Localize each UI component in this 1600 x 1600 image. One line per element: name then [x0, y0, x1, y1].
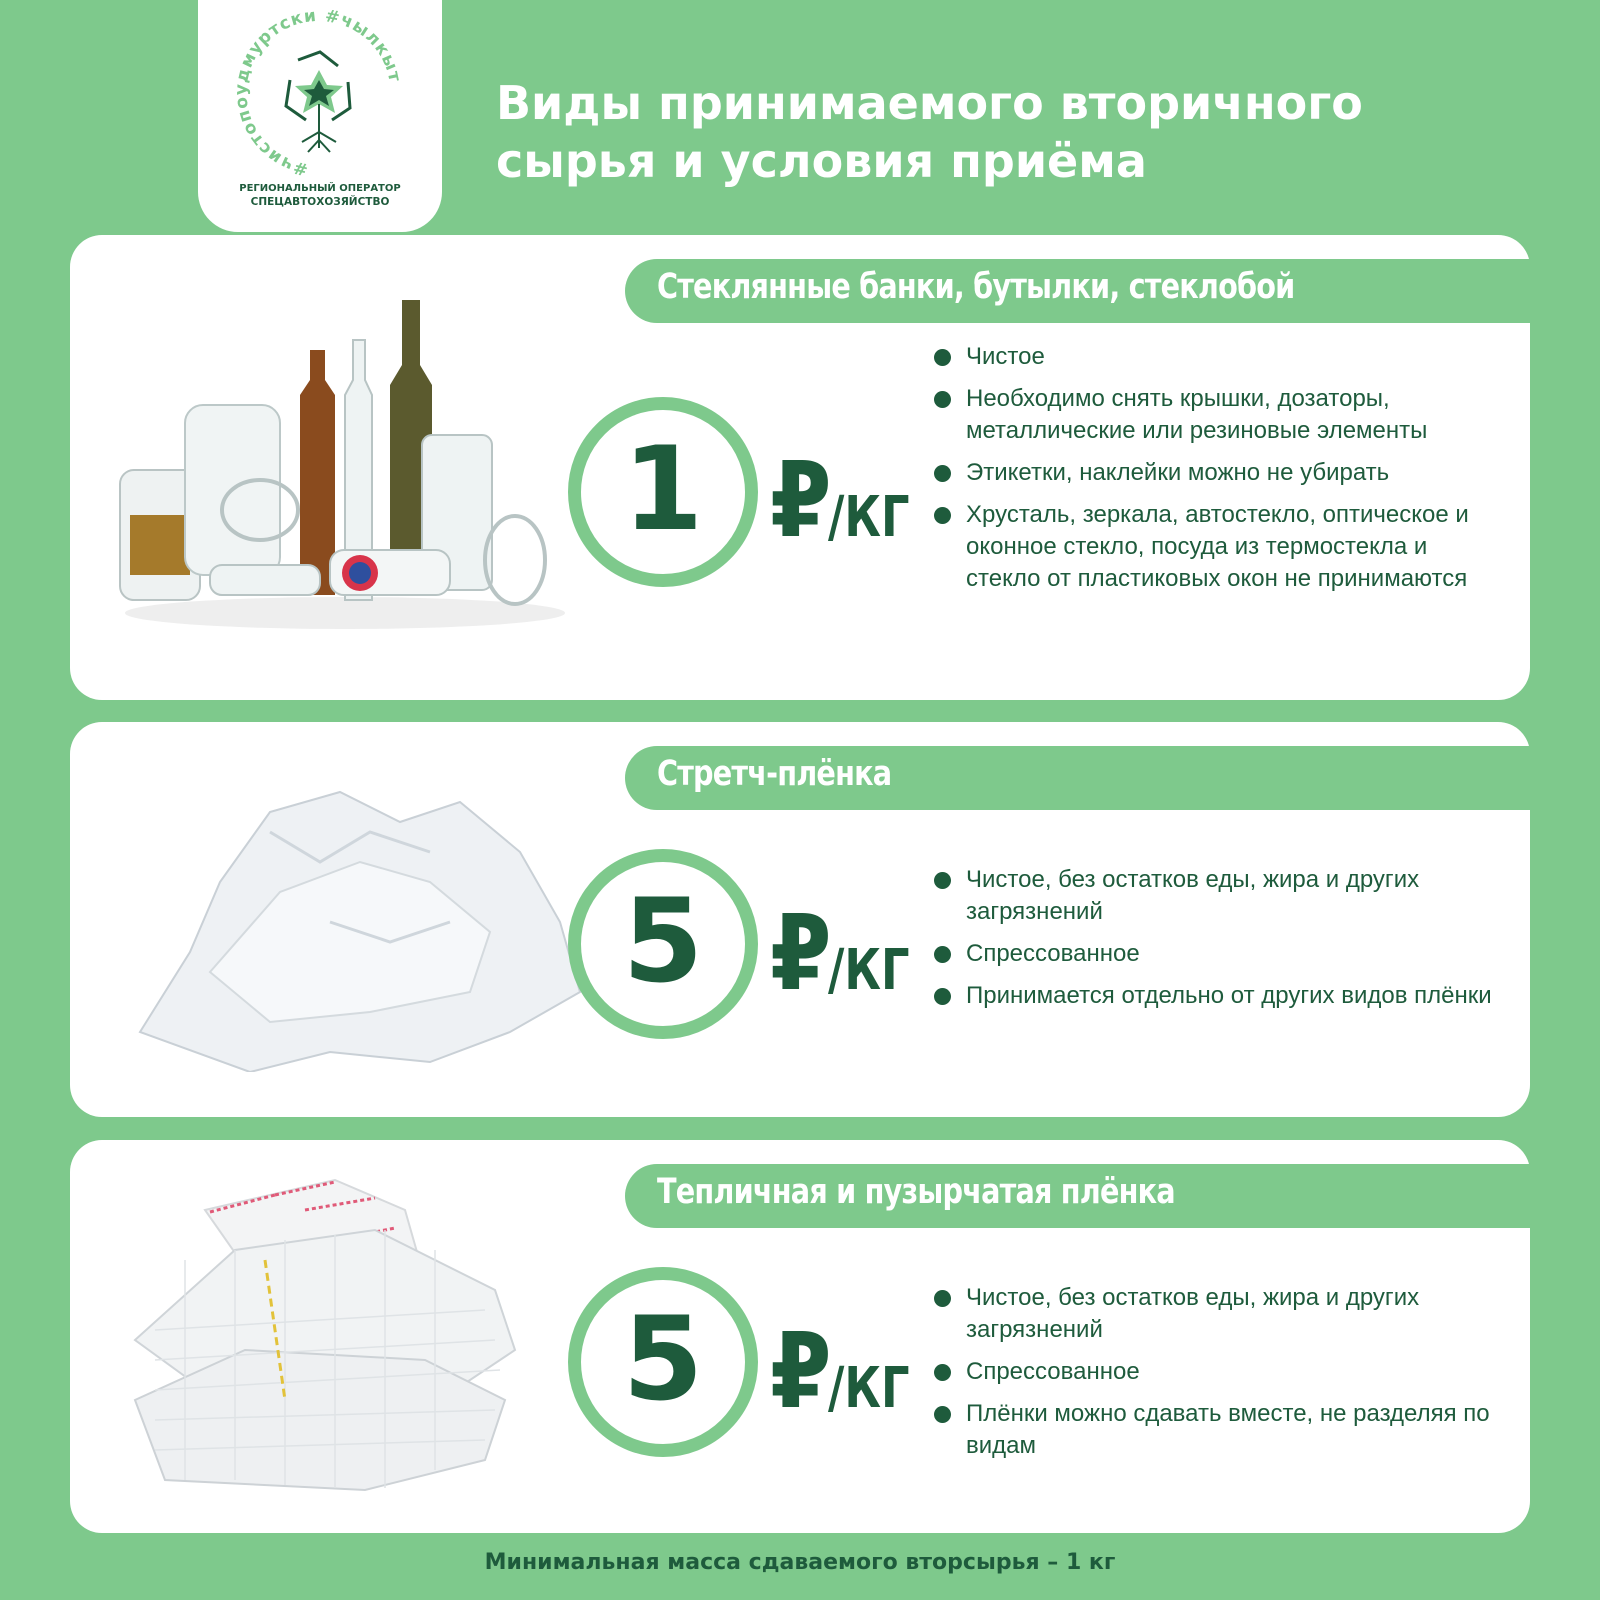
price-unit	[770, 892, 930, 1014]
list-item-text: Спрессованное	[966, 940, 1140, 967]
price-unit	[770, 1310, 930, 1432]
bullet-icon	[934, 872, 951, 889]
bullet-icon	[934, 1364, 951, 1381]
list-item	[932, 457, 1502, 489]
card-stretch-film	[70, 722, 1530, 1117]
list-item-text: Спрессованное	[966, 1358, 1140, 1385]
page-title	[496, 74, 1536, 190]
price-ring	[568, 397, 758, 587]
bullet-icon	[934, 1406, 951, 1423]
list-item-text: Чистое, без остатков еды, жира и других загрязнений	[966, 1284, 1420, 1343]
page-title-line2: сырья и условия приёма	[496, 134, 1147, 188]
glass-bottles-image	[110, 295, 580, 645]
card-heading-bar	[625, 259, 1530, 323]
logo-caption-line1: РЕГИОНАЛЬНЫЙ ОПЕРАТОР	[239, 183, 401, 194]
conditions-list	[932, 341, 1502, 605]
page-title-line1: Виды принимаемого вторичного	[496, 76, 1363, 130]
card-glass	[70, 235, 1530, 700]
list-item	[932, 341, 1502, 373]
list-item	[932, 1356, 1502, 1388]
bullet-icon	[934, 507, 951, 524]
recycle-logo-icon	[198, 0, 442, 180]
bullet-icon	[934, 465, 951, 482]
list-item-text: Необходимо снять крышки, дозаторы, металлические или резиновые элементы	[966, 385, 1428, 444]
greenhouse-film-image	[125, 1170, 575, 1500]
list-item	[932, 980, 1502, 1012]
price-value: 5	[622, 1292, 704, 1427]
bullet-icon	[934, 391, 951, 408]
card-heading: Стеклянные банки, бутылки, стеклобой	[657, 267, 1295, 307]
price-value: 5	[622, 874, 704, 1009]
list-item-text: Принимается отдельно от других видов плёнки	[966, 982, 1492, 1009]
list-item	[932, 383, 1502, 447]
list-item	[932, 938, 1502, 970]
list-item-text: Этикетки, наклейки можно не убирать	[966, 459, 1390, 486]
svg-text:#чистопоудмуртски #чылкыт: #чистопоудмуртски #чылкыт	[231, 5, 405, 180]
ruble-sign: ₽	[770, 439, 832, 561]
card-heading-bar	[625, 746, 1530, 810]
logo	[198, 0, 442, 232]
footer-note: Минимальная масса сдаваемого вторсырья – 1 кг	[484, 1550, 1116, 1575]
ruble-sign: ₽	[770, 1310, 832, 1432]
stretch-film-image	[130, 772, 590, 1072]
card-heading: Тепличная и пузырчатая плёнка	[657, 1172, 1175, 1212]
bullet-icon	[934, 1290, 951, 1307]
list-item-text: Хрусталь, зеркала, автостекло, оптическое и оконное стекло, посуда из термостекла и стекло от пластиковых окон не принимаются	[966, 501, 1469, 592]
price-ring	[568, 1267, 758, 1457]
card-heading: Стретч-плёнка	[657, 754, 892, 794]
list-item-text: Плёнки можно сдавать вместе, не разделяя по видам	[966, 1400, 1490, 1459]
bullet-icon	[934, 349, 951, 366]
ruble-sign: ₽	[770, 892, 832, 1014]
card-greenhouse-film	[70, 1140, 1530, 1533]
bullet-icon	[934, 988, 951, 1005]
unit-kg: /КГ	[828, 1356, 910, 1421]
list-item	[932, 499, 1502, 595]
logo-caption-line2: СПЕЦАВТОХОЗЯЙСТВО	[250, 196, 390, 208]
list-item-text: Чистое	[966, 343, 1045, 370]
conditions-list	[932, 864, 1502, 1022]
unit-kg: /КГ	[828, 938, 910, 1003]
unit-kg: /КГ	[828, 485, 910, 550]
card-heading-bar	[625, 1164, 1530, 1228]
list-item	[932, 1398, 1502, 1462]
price-unit	[770, 439, 930, 561]
conditions-list	[932, 1282, 1502, 1472]
list-item	[932, 1282, 1502, 1346]
price-value: 1	[622, 422, 704, 557]
list-item	[932, 864, 1502, 928]
price-ring	[568, 849, 758, 1039]
bullet-icon	[934, 946, 951, 963]
list-item-text: Чистое, без остатков еды, жира и других загрязнений	[966, 866, 1420, 925]
